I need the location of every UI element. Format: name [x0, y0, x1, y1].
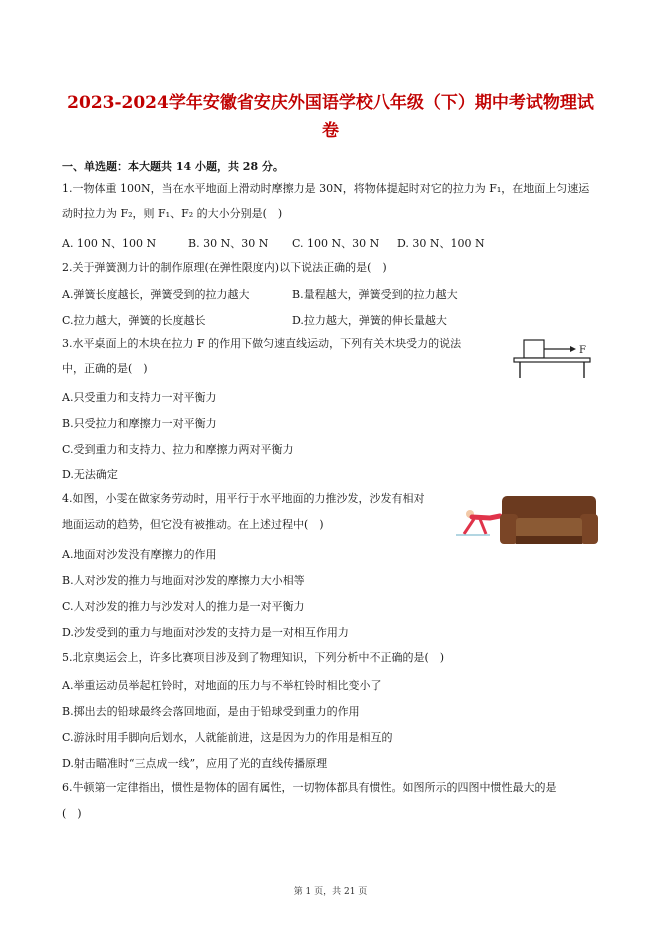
q4-stem-line1: 4.如图，小雯在做家务劳动时，用平行于水平地面的力推沙发，沙发有相对: [62, 492, 425, 505]
q4-option-d: D.沙发受到的重力与地面对沙发的支持力是一对相互作用力: [62, 626, 349, 639]
q2-option-b: B.量程越大，弹簧受到的拉力越大: [292, 288, 458, 301]
sofa-arm-right: [580, 514, 598, 544]
q3-stem-line1: 3.水平桌面上的木块在拉力 F 的作用下做匀速直线运动，下列有关木块受力的说法: [62, 337, 462, 350]
q1-option-d: D. 30 N、100 N: [397, 237, 485, 250]
table-block-figure: [512, 336, 598, 380]
q3-option-d: D.无法确定: [62, 468, 118, 481]
q4-option-c: C.人对沙发的推力与沙发对人的推力是一对平衡力: [62, 600, 305, 613]
q4-option-b: B.人对沙发的推力与地面对沙发的摩擦力大小相等: [62, 574, 305, 587]
q1-stem-line2: 动时拉力为 F₂，则 F₁、F₂ 的大小分别是( ): [62, 207, 283, 220]
person-leg-front: [480, 519, 486, 534]
section-heading: 一、单选题：本大题共 14 小题，共 28 分。: [62, 160, 284, 173]
person-body: [472, 516, 500, 518]
page-footer: 第 1 页，共 21 页: [293, 887, 368, 897]
q2-option-c: C.拉力越大，弹簧的长度越长: [62, 314, 206, 327]
q6-stem-line2: ( ): [62, 807, 82, 820]
person-leg-back: [464, 519, 474, 534]
q3-stem-line2: 中，正确的是( ): [62, 362, 148, 375]
q1-stem-line1: 1.一物体重 100N，当在水平地面上滑动时摩擦力是 30N，将物体提起时对它的拉力为 F₁，在地面上匀速运: [62, 182, 590, 195]
table-top: [514, 358, 590, 362]
q3-option-c: C.受到重力和支持力、拉力和摩擦力两对平衡力: [62, 443, 294, 456]
q4-option-a: A.地面对沙发没有摩擦力的作用: [62, 548, 217, 561]
document-title-line2: 卷: [322, 121, 339, 141]
q4-stem-line2: 地面运动的趋势，但它没有被推动。在上述过程中( ): [62, 518, 324, 531]
q2-option-d: D.拉力越大，弹簧的伸长量越大: [292, 314, 447, 327]
q1-option-c: C. 100 N、30 N: [292, 237, 380, 250]
q5-option-b: B.掷出去的铅球最终会落回地面，是由于铅球受到重力的作用: [62, 705, 360, 718]
q6-stem-line1: 6.牛顿第一定律指出，惯性是物体的固有属性，一切物体都具有惯性。如图所示的四图中惯性最大的是: [62, 781, 557, 794]
q2-option-a: A.弹簧长度越长，弹簧受到的拉力越大: [62, 288, 250, 301]
q2-stem: 2.关于弹簧测力计的制作原理(在弹性限度内)以下说法正确的是( ): [62, 261, 387, 274]
force-arrowhead: [570, 346, 576, 352]
q3-option-b: B.只受拉力和摩擦力一对平衡力: [62, 417, 217, 430]
q3-option-a: A.只受重力和支持力一对平衡力: [62, 391, 217, 404]
block-shape: [524, 340, 544, 358]
q5-option-c: C.游泳时用手脚向后划水，人就能前进，这是因为力的作用是相互的: [62, 731, 393, 744]
sofa-base: [516, 536, 582, 544]
sofa-arm-left: [500, 514, 518, 544]
document-title-line1: 2023-2024学年安徽省安庆外国语学校八年级（下）期中考试物理试: [67, 93, 594, 113]
q1-option-b: B. 30 N、30 N: [188, 237, 269, 250]
q1-option-a: A. 100 N、100 N: [62, 237, 157, 250]
q5-stem: 5.北京奥运会上，许多比赛项目涉及到了物理知识，下列分析中不正确的是( ): [62, 651, 445, 664]
q5-option-d: D.射击瞄准时“三点成一线”，应用了光的直线传播原理: [62, 757, 328, 770]
q5-option-a: A.举重运动员举起杠铃时，对地面的压力与不举杠铃时相比变小了: [62, 679, 382, 692]
sofa-push-figure: [456, 488, 602, 550]
force-label: F: [579, 345, 586, 356]
